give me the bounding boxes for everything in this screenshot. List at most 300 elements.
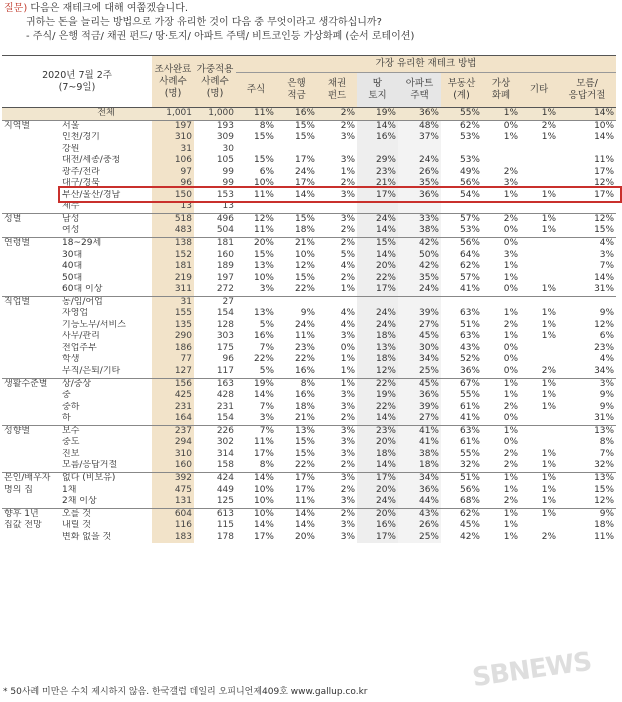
sample-count: 164 xyxy=(152,413,194,425)
subgroup-label: 광주/전라 xyxy=(62,166,100,177)
value-cell xyxy=(520,520,558,532)
group-label xyxy=(2,320,60,332)
value-cell: 20% xyxy=(357,508,398,520)
subgroup-label: 내릴 것 xyxy=(62,520,91,531)
table-row xyxy=(2,225,616,237)
subgroup-label: 중하 xyxy=(62,401,80,412)
weighted-count: 302 xyxy=(216,437,234,448)
weighted-count: 303 xyxy=(216,331,234,342)
value-cell: 17% xyxy=(294,178,315,189)
value-cell: 36% xyxy=(398,108,441,121)
value-cell: 55% xyxy=(441,108,482,121)
value-cell: 19% xyxy=(357,390,398,402)
weighted-count: 1,000 xyxy=(194,108,236,121)
subgroup-label: 보수 xyxy=(60,425,152,437)
value-cell: 1% xyxy=(541,132,556,143)
watermark: SBNEWS xyxy=(470,646,593,694)
value-cell: 14% xyxy=(558,108,616,121)
group-label xyxy=(2,225,60,237)
weighted-count: 128 xyxy=(216,319,234,330)
table-row xyxy=(2,238,616,250)
table-row xyxy=(2,284,616,296)
sample-count: 106 xyxy=(152,155,194,167)
value-cell: 14% xyxy=(594,132,615,143)
value-cell: 24% xyxy=(357,496,398,508)
weighted-count: 449 xyxy=(216,484,234,495)
weighted-count: 181 xyxy=(194,238,236,250)
subgroup-label: 강원 xyxy=(62,143,80,154)
value-cell xyxy=(236,144,276,156)
value-cell xyxy=(398,144,441,156)
value-cell: 17% xyxy=(357,190,398,202)
table-row xyxy=(2,390,616,402)
value-cell: 11% xyxy=(236,108,276,121)
sample-count: 97 xyxy=(152,167,194,179)
subgroup-label: 자영업 xyxy=(62,308,89,319)
value-cell: 32% xyxy=(459,460,480,471)
value-cell: 51% xyxy=(441,472,482,484)
table-row xyxy=(2,308,616,320)
value-cell: 62% xyxy=(441,120,482,132)
value-cell: 5% xyxy=(259,366,274,377)
value-cell xyxy=(482,155,520,167)
sample-count-header xyxy=(152,56,194,108)
subgroup-label: 대전/세종/충청 xyxy=(62,155,121,166)
value-cell: 36% xyxy=(398,190,441,202)
value-cell: 14% xyxy=(357,225,398,237)
subgroup-label: 중도 xyxy=(62,437,80,448)
value-cell: 13% xyxy=(357,343,398,355)
sample-count: 131 xyxy=(152,496,194,508)
column-header-4-line-0: 아파트 xyxy=(405,78,434,89)
value-cell xyxy=(520,144,558,156)
subgroup-label: 기능노무/서비스 xyxy=(62,319,126,330)
table-row xyxy=(2,320,616,332)
table-body xyxy=(2,108,616,544)
weighted-count: 99 xyxy=(222,166,234,177)
sample-count: 127 xyxy=(152,366,194,378)
value-cell: 1% xyxy=(482,108,520,121)
value-cell: 7% xyxy=(599,448,615,459)
value-cell: 1% xyxy=(503,331,518,342)
value-cell: 12% xyxy=(558,213,616,225)
value-cell: 22% xyxy=(357,402,398,414)
weighted-count: 175 xyxy=(216,342,234,353)
value-cell: 14% xyxy=(357,413,398,425)
value-cell: 1% xyxy=(503,531,518,542)
value-cell: 10% xyxy=(236,508,276,520)
value-cell: 25% xyxy=(398,532,441,544)
value-cell: 15% xyxy=(253,249,274,260)
question-line-1 xyxy=(4,2,414,16)
value-cell: 24% xyxy=(357,320,398,332)
value-cell: 19% xyxy=(357,108,398,121)
question-block xyxy=(4,2,414,44)
value-cell: 63% xyxy=(459,308,480,319)
value-cell: 1% xyxy=(541,319,556,330)
value-cell: 3% xyxy=(340,132,355,143)
weighted-count: 125 xyxy=(216,496,234,507)
value-cell: 9% xyxy=(558,508,616,520)
value-cell: 13% xyxy=(276,425,317,437)
value-cell xyxy=(520,201,558,213)
value-cell: 17% xyxy=(594,189,615,200)
value-cell: 0% xyxy=(503,225,518,236)
value-cell: 1% xyxy=(541,401,556,412)
weighted-count: 613 xyxy=(194,508,236,520)
value-cell: 10% xyxy=(558,120,616,132)
value-cell: 2% xyxy=(340,225,355,236)
value-cell: 42% xyxy=(459,531,480,542)
table-row xyxy=(2,155,616,167)
column-header-3-line-1: 토지 xyxy=(368,90,387,101)
value-cell: 19% xyxy=(236,378,276,390)
value-cell: 27% xyxy=(398,413,441,425)
group-label xyxy=(2,343,60,355)
weighted-count: 163 xyxy=(194,378,236,390)
value-cell: 2% xyxy=(541,531,556,542)
subgroup-label: 농/임/어업 xyxy=(60,296,152,308)
value-cell: 18% xyxy=(594,520,615,531)
table-row xyxy=(2,331,616,343)
value-cell xyxy=(357,201,398,213)
table-row xyxy=(2,167,616,179)
value-cell: 3% xyxy=(259,413,274,424)
column-header-2 xyxy=(317,73,357,108)
value-cell: 7% xyxy=(599,261,615,272)
value-cell: 31% xyxy=(594,284,615,295)
column-header-1-line-1: 적금 xyxy=(287,90,306,101)
value-cell: 22% xyxy=(294,460,315,471)
subgroup-label: 중 xyxy=(62,390,71,401)
column-header-5 xyxy=(441,73,482,108)
value-cell: 2% xyxy=(520,120,558,132)
group-label: 성별 xyxy=(2,213,60,225)
group-label xyxy=(2,167,60,179)
column-header-0 xyxy=(236,73,276,108)
value-cell: 1% xyxy=(520,472,558,484)
value-cell: 17% xyxy=(253,448,274,459)
value-cell: 17% xyxy=(294,484,315,495)
column-header-7 xyxy=(520,73,558,108)
group-label xyxy=(2,201,60,213)
value-cell: 6% xyxy=(599,331,615,342)
weighted-count: 189 xyxy=(216,261,234,272)
value-cell: 41% xyxy=(459,413,480,424)
value-cell: 45% xyxy=(398,378,441,390)
value-cell: 14% xyxy=(236,472,276,484)
subgroup-label: 60대 이상 xyxy=(62,284,103,295)
weighted-count: 428 xyxy=(216,390,234,401)
sample-count-line-1: 조사완료 xyxy=(154,63,192,75)
value-cell xyxy=(276,144,317,156)
value-cell: 15% xyxy=(357,238,398,250)
value-cell: 15% xyxy=(253,132,274,143)
value-cell: 1% xyxy=(541,496,556,507)
table-row xyxy=(2,132,616,144)
value-cell: 1% xyxy=(482,472,520,484)
footnote: * 50사례 미만은 수치 제시하지 않음. 한국갤럽 데일리 오피니언제409호 www.gallup.co.kr xyxy=(3,687,368,697)
value-cell: 25% xyxy=(398,366,441,378)
value-cell: 15% xyxy=(276,120,317,132)
value-cell: 41% xyxy=(398,425,441,437)
value-cell: 1% xyxy=(503,484,518,495)
group-label xyxy=(2,261,60,273)
value-cell: 10% xyxy=(253,272,274,283)
value-cell: 48% xyxy=(398,120,441,132)
value-cell: 1% xyxy=(541,225,556,236)
subgroup-label: 오를 것 xyxy=(60,508,152,520)
value-cell: 44% xyxy=(398,496,441,508)
weighted-count: 154 xyxy=(216,413,234,424)
value-cell: 17% xyxy=(276,472,317,484)
value-cell xyxy=(520,296,558,308)
value-cell: 37% xyxy=(398,132,441,144)
group-label xyxy=(2,496,60,508)
group-label xyxy=(2,532,60,544)
weighted-count: 309 xyxy=(216,132,234,143)
column-header-5-line-0: 부동산 xyxy=(447,78,476,89)
value-cell: 31% xyxy=(594,413,615,424)
group-label: 생활수준별 xyxy=(2,378,60,390)
subgroup-label: 서울 xyxy=(60,120,152,132)
value-cell: 56% xyxy=(441,238,482,250)
value-cell: 18% xyxy=(294,401,315,412)
value-cell: 53% xyxy=(459,225,480,236)
group-label: 지역별 xyxy=(2,120,60,132)
sample-count: 392 xyxy=(152,472,194,484)
sample-count: 483 xyxy=(152,225,194,237)
value-cell: 1% xyxy=(503,189,518,200)
weighted-count: 424 xyxy=(194,472,236,484)
value-cell: 16% xyxy=(276,108,317,121)
column-header-4 xyxy=(398,73,441,108)
value-cell xyxy=(520,238,558,250)
value-cell: 2% xyxy=(503,319,518,330)
value-cell: 1% xyxy=(503,132,518,143)
subgroup-label: 변화 없을 것 xyxy=(62,531,112,542)
value-cell: 12% xyxy=(294,261,315,272)
value-cell: 24% xyxy=(294,319,315,330)
group-label: 본인/배우자 xyxy=(2,472,60,484)
value-cell: 11% xyxy=(594,531,615,542)
weighted-count: 99 xyxy=(222,178,234,189)
value-cell: 22% xyxy=(294,354,315,365)
value-cell: 3% xyxy=(340,496,355,507)
value-cell: 34% xyxy=(594,366,615,377)
value-cell: 63% xyxy=(459,331,480,342)
value-cell: 0% xyxy=(503,284,518,295)
value-cell: 24% xyxy=(398,284,441,296)
weighted-count: 154 xyxy=(216,308,234,319)
value-cell: 1% xyxy=(317,378,357,390)
table-row xyxy=(2,178,616,190)
value-cell: 1% xyxy=(520,108,558,121)
value-cell: 9% xyxy=(300,308,315,319)
value-cell xyxy=(558,201,616,213)
sample-count: 150 xyxy=(152,190,194,202)
value-cell: 10% xyxy=(253,496,274,507)
sample-count: 183 xyxy=(152,532,194,544)
value-cell: 3% xyxy=(259,284,274,295)
value-cell: 0% xyxy=(482,120,520,132)
value-cell: 1% xyxy=(541,460,556,471)
table-row xyxy=(2,425,616,437)
value-cell: 11% xyxy=(253,189,274,200)
group-label xyxy=(2,437,60,449)
value-cell: 3% xyxy=(340,155,355,166)
table-row xyxy=(2,296,616,308)
value-cell: 39% xyxy=(398,402,441,414)
value-cell: 0% xyxy=(503,437,518,448)
group-label xyxy=(2,449,60,461)
value-cell: 54% xyxy=(459,189,480,200)
value-cell: 10% xyxy=(253,178,274,189)
value-cell: 20% xyxy=(357,485,398,497)
value-cell: 1% xyxy=(503,272,518,283)
value-cell: 14% xyxy=(594,272,615,283)
value-cell xyxy=(558,296,616,308)
period-header xyxy=(2,56,152,108)
value-cell: 11% xyxy=(294,331,315,342)
period-line-1: 2020년 7월 2주 xyxy=(42,69,112,81)
value-cell: 2% xyxy=(317,120,357,132)
subgroup-label: 진보 xyxy=(62,448,80,459)
subgroup-label: 없다 (비보유) xyxy=(60,472,152,484)
value-cell xyxy=(276,201,317,213)
weighted-count: 178 xyxy=(216,531,234,542)
column-header-3-line-0: 땅 xyxy=(372,78,383,89)
value-cell: 51% xyxy=(459,319,480,330)
value-cell: 17% xyxy=(253,531,274,542)
value-cell: 3% xyxy=(340,448,355,459)
sample-count: 197 xyxy=(152,120,194,132)
value-cell: 12% xyxy=(594,178,615,189)
table-row xyxy=(2,496,616,508)
value-cell: 11% xyxy=(294,496,315,507)
value-cell xyxy=(520,413,558,425)
sample-count: 604 xyxy=(152,508,194,520)
value-cell: 16% xyxy=(357,132,398,144)
value-cell xyxy=(520,178,558,190)
sample-count: 31 xyxy=(152,296,194,308)
value-cell: 11% xyxy=(253,225,274,236)
value-cell xyxy=(357,144,398,156)
value-cell: 11% xyxy=(253,437,274,448)
table-row xyxy=(2,508,616,520)
sample-count: 237 xyxy=(152,425,194,437)
value-cell: 4% xyxy=(340,319,355,330)
value-cell: 50% xyxy=(398,250,441,262)
value-cell: 22% xyxy=(294,284,315,295)
group-label: 연령별 xyxy=(2,238,60,250)
value-cell: 56% xyxy=(459,178,480,189)
value-cell: 3% xyxy=(503,249,518,260)
value-cell xyxy=(236,296,276,308)
value-cell: 2% xyxy=(503,496,518,507)
weighted-count: 115 xyxy=(216,520,234,531)
value-cell: 21% xyxy=(276,238,317,250)
weighted-count-line-3: (명) xyxy=(206,87,224,99)
value-cell: 15% xyxy=(294,132,315,143)
value-cell xyxy=(482,201,520,213)
table-row xyxy=(2,520,616,532)
sample-count: 135 xyxy=(152,320,194,332)
weighted-count: 272 xyxy=(216,284,234,295)
value-cell: 18% xyxy=(357,354,398,366)
value-cell: 10% xyxy=(253,484,274,495)
total-row xyxy=(2,108,616,121)
sample-count: 181 xyxy=(152,261,194,273)
question-line-2: 귀하는 돈을 늘리는 방법으로 가장 유리한 것이 다음 중 무엇이라고 생각하십니까? xyxy=(26,17,382,28)
value-cell: 20% xyxy=(357,437,398,449)
value-cell: 42% xyxy=(398,238,441,250)
subgroup-label: 전체 xyxy=(60,108,152,121)
subgroup-label: 하 xyxy=(62,413,71,424)
question-text-1: 다음은 재테크에 대해 여쭙겠습니다. xyxy=(30,3,189,14)
weighted-count: 27 xyxy=(194,296,236,308)
group-label: 집값 전망 xyxy=(4,520,42,531)
value-cell: 1% xyxy=(340,166,355,177)
value-cell: 17% xyxy=(357,284,398,296)
period-line-2: (7~9일) xyxy=(58,81,96,93)
results-table xyxy=(2,55,616,543)
group-label: 향후 1년 xyxy=(2,508,60,520)
value-cell xyxy=(317,144,357,156)
value-cell: 3% xyxy=(340,189,355,200)
value-cell: 3% xyxy=(340,531,355,542)
value-cell: 2% xyxy=(340,413,355,424)
value-cell: 13% xyxy=(558,472,616,484)
value-cell: 12% xyxy=(357,366,398,378)
value-cell: 4% xyxy=(599,354,615,365)
weighted-count: 160 xyxy=(216,249,234,260)
value-cell: 0% xyxy=(503,366,518,377)
value-cell: 2% xyxy=(503,166,518,177)
value-cell: 3% xyxy=(558,378,616,390)
value-cell: 49% xyxy=(459,166,480,177)
value-cell xyxy=(520,250,558,262)
table-row xyxy=(2,532,616,544)
subgroup-label: 40대 xyxy=(62,261,83,272)
value-cell: 17% xyxy=(294,155,315,166)
value-cell: 20% xyxy=(294,531,315,542)
value-cell: 53% xyxy=(459,155,480,166)
value-cell: 16% xyxy=(357,520,398,532)
value-cell xyxy=(520,425,558,437)
value-cell: 2% xyxy=(340,460,355,471)
value-cell: 8% xyxy=(276,378,317,390)
sample-count-line-2: 사례수 xyxy=(159,75,187,87)
value-cell xyxy=(558,144,616,156)
value-cell: 7% xyxy=(259,342,274,353)
value-cell: 3% xyxy=(599,249,615,260)
value-cell: 0% xyxy=(503,413,518,424)
sample-count: 311 xyxy=(152,284,194,296)
value-cell xyxy=(317,296,357,308)
value-cell: 2% xyxy=(317,508,357,520)
table-row xyxy=(2,378,616,390)
weighted-count: 153 xyxy=(216,189,234,200)
value-cell: 3% xyxy=(340,331,355,342)
value-cell xyxy=(520,343,558,355)
value-cell: 2% xyxy=(340,178,355,189)
sample-count: 294 xyxy=(152,437,194,449)
value-cell: 12% xyxy=(236,213,276,225)
value-cell: 15% xyxy=(294,272,315,283)
weighted-count-header xyxy=(194,56,236,108)
weighted-count: 193 xyxy=(194,120,236,132)
